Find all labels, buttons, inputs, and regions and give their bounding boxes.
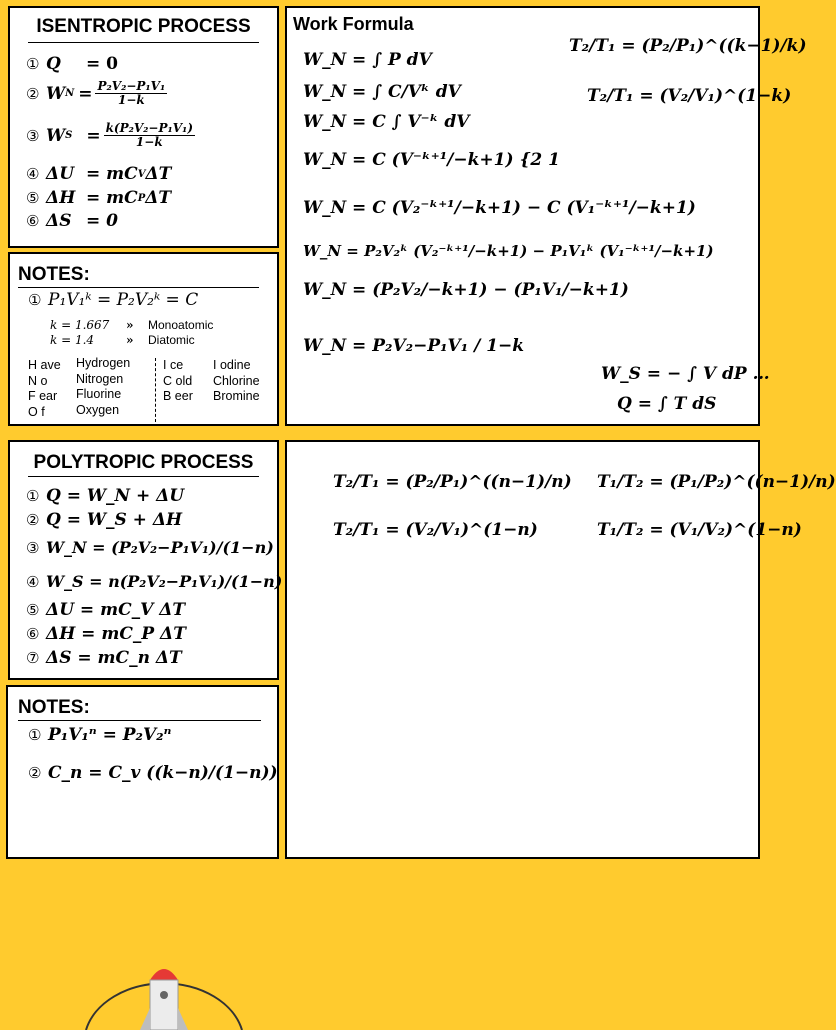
isentropic-notes-panel — [8, 252, 279, 426]
rocket-illustration — [64, 950, 264, 1030]
work-line-1: W_N = ∫ P dV — [303, 50, 432, 70]
mnemonic-divider — [155, 358, 156, 422]
mnemonic-col4: I odine Chlorine Bromine — [213, 358, 260, 403]
isentropic-law: ① P₁V₁ᵏ = P₂V₂ᵏ = C — [28, 290, 199, 310]
polytropic-item-4: ④ W_S = n(P₂V₂−P₁V₁)/(1−n) — [26, 572, 283, 591]
work-formula-title: Work Formula — [293, 14, 414, 34]
rocket-window — [160, 991, 168, 999]
polytropic-notes-panel — [6, 685, 279, 859]
temp-ratio-pressure: T₂/T₁ = (P₂/P₁)^((k−1)/k) — [569, 36, 807, 56]
rocket-nose — [150, 969, 178, 980]
mnemonic-col1: H ave N o F ear O f — [28, 358, 61, 419]
isentropic-item-3: ③ W S = $\frac{\text{k(P₂V₂−P₁V₁)}}{1-k}$ — [26, 121, 193, 150]
isentropic-title: ISENTROPIC PROCESS — [36, 16, 251, 37]
isentropic-panel — [8, 6, 279, 248]
temp-ratio-volume: T₂/T₁ = (V₂/V₁)^(1−k) — [587, 86, 792, 106]
polytropic-title: POLYTROPIC PROCESS — [33, 452, 254, 473]
poly-ratio-a: T₂/T₁ = (P₂/P₁)^((n−1)/n) — [333, 472, 572, 492]
polytropic-ratios-panel — [285, 440, 836, 859]
polytropic-item-2: ② Q = W_S + ΔH — [26, 510, 183, 530]
poly-ratio-c: T₁/T₂ = (P₁/P₂)^((n−1)/n) — [597, 472, 836, 492]
poly-cn: ② C_n = C_v ((k−n)/(1−n)) — [28, 763, 278, 783]
isentropic-item-6: ⑥ ΔS = 0 — [26, 211, 118, 231]
poly-law: ① P₁V₁ⁿ = P₂V₂ⁿ — [28, 725, 172, 745]
work-line-7: W_N = (P₂V₂/−k+1) − (P₁V₁/−k+1) — [303, 280, 629, 300]
k-diatomic: k = 1.4 » Diatomic — [50, 333, 195, 347]
polytropic-item-1: ① Q = W_N + ΔU — [26, 486, 185, 506]
ws-formula: W_S = − ∫ V dP … — [601, 364, 770, 384]
isentropic-item-2: ② W N = $\frac{\text{P₂V₂−P₁V₁}}{1-k}$ — [26, 79, 166, 108]
polytropic-item-3: ③ W_N = (P₂V₂−P₁V₁)/(1−n) — [26, 538, 274, 557]
isentropic-item-4: ④ ΔU = mC V ΔT — [26, 164, 172, 184]
mnemonic-col3: I ce C old B eer — [163, 358, 193, 403]
polytropic-panel — [8, 440, 283, 680]
isentropic-item-1: ① Q = 0 — [26, 54, 118, 74]
rocket-body — [150, 980, 178, 1030]
notes-title: NOTES: — [18, 264, 90, 285]
work-line-3: W_N = C ∫ V⁻ᵏ dV — [303, 112, 470, 132]
work-line-8: W_N = P₂V₂−P₁V₁ / 1−k — [303, 336, 525, 356]
poly-notes-title: NOTES: — [18, 697, 90, 718]
work-line-4: W_N = C (V⁻ᵏ⁺¹/−k+1) {2 1 — [303, 150, 560, 170]
poly-ratio-d: T₁/T₂ = (V₁/V₂)^(1−n) — [597, 520, 802, 540]
k-monoatomic: k = 1.667 » Monoatomic — [50, 318, 214, 332]
polytropic-item-7: ⑦ ΔS = mC_n ΔT — [26, 648, 182, 668]
q-formula: Q = ∫ T dS — [617, 394, 717, 414]
polytropic-item-5: ⑤ ΔU = mC_V ΔT — [26, 600, 186, 620]
work-line-5: W_N = C (V₂⁻ᵏ⁺¹/−k+1) − C (V₁⁻ᵏ⁺¹/−k+1) — [303, 198, 696, 218]
isentropic-item-5: ⑤ ΔH = mC P ΔT — [26, 188, 172, 208]
work-line-2: W_N = ∫ C/Vᵏ dV — [303, 82, 461, 102]
poly-ratio-b: T₂/T₁ = (V₂/V₁)^(1−n) — [333, 520, 538, 540]
work-line-6: W_N = P₂V₂ᵏ (V₂⁻ᵏ⁺¹/−k+1) − P₁V₁ᵏ (V₁⁻ᵏ⁺¹/−k+1) — [303, 242, 714, 260]
mnemonic-col2: Hydrogen Nitrogen Fluorine Oxygen — [76, 356, 131, 417]
polytropic-item-6: ⑥ ΔH = mC_P ΔT — [26, 624, 186, 644]
work-formula-panel — [285, 6, 807, 426]
